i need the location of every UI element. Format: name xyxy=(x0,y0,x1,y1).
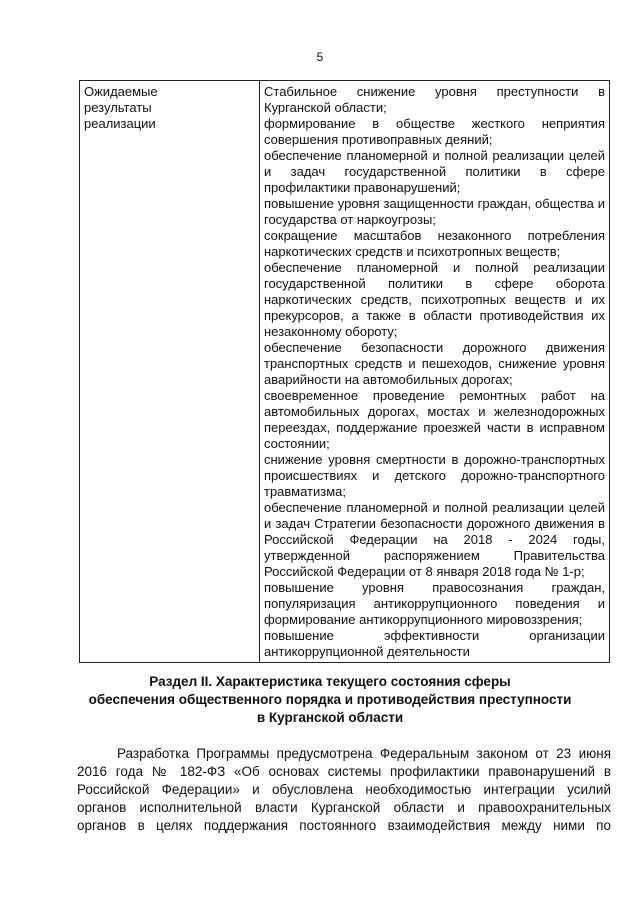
result-item: снижение уровня смертности в дорожно-транспортных происшествиях и детского дорожно-транспортного травматизма; xyxy=(264,452,605,499)
result-item: своевременное проведение ремонтных работ на автомобильных дорогах, мостах и железнодорожных переездах, поддержание проезжей части в исправном состоянии; xyxy=(264,388,605,451)
label-line: реализации xyxy=(84,116,156,131)
result-item: обеспечение планомерной и полной реализации целей и задач Стратегии безопасности дорожного движения в Российской Федерации на 2018 - 2024 годы, утвержденной распоряжением Правительства Российской Федерации от 8 января 2018 года № 1-р; xyxy=(264,500,605,579)
result-item: повышение уровня защищенности граждан, общества и государства от наркоугрозы; xyxy=(264,196,605,227)
result-item: обеспечение безопасности дорожного движения транспортных средств и пешеходов, снижение уровня аварийности на автомобильных дорогах; xyxy=(264,340,605,387)
paragraph-line: 2016 года № 182-ФЗ «Об основах системы профилактики правонарушений в xyxy=(77,764,611,779)
body-paragraph xyxy=(77,745,611,835)
result-item: Стабильное снижение уровня преступности в Курганской области; xyxy=(264,84,605,115)
paragraph-line: органов исполнительной власти Курганской области и правоохранительных xyxy=(77,800,611,815)
result-item: формирование в обществе жесткого неприятия совершения противоправных деяний; xyxy=(264,116,605,147)
result-item: обеспечение планомерной и полной реализации государственной политики в сфере оборота наркотических средств, психотропных веществ и их прекурсоров, а также в области противодействия их незаконному обороту; xyxy=(264,260,605,339)
paragraph-line: Российской Федерации» и обусловлена необходимостью интеграции усилий xyxy=(77,782,611,797)
heading-line: в Курганской области xyxy=(256,710,404,725)
section-heading xyxy=(60,673,600,727)
expected-results-table xyxy=(79,80,610,663)
paragraph-line: органов в целях поддержания постоянного взаимодействия между ними по xyxy=(77,818,611,833)
heading-line: обеспечения общественного порядка и противодействия преступности xyxy=(88,692,572,707)
label-line: результаты xyxy=(84,100,152,115)
heading-line: Раздел II. Характеристика текущего состояния сферы xyxy=(149,674,511,689)
result-item: сокращение масштабов незаконного потребления наркотических средств и психотропных веществ; xyxy=(264,228,605,259)
result-item: повышение уровня правосознания граждан, популяризация антикоррупционного поведения и формирование антикоррупционного мировоззрения; xyxy=(264,580,605,627)
paragraph-line: Разработка Программы предусмотрена Федеральным законом от 23 июня xyxy=(117,746,611,761)
page-number: 5 xyxy=(316,50,324,64)
table-label-cell xyxy=(80,81,260,662)
result-item: обеспечение планомерной и полной реализации целей и задач государственной политики в сфере профилактики правонарушений; xyxy=(264,148,605,195)
table-content-cell xyxy=(260,81,609,662)
result-item: повышение эффективности организации антикоррупционной деятельности xyxy=(264,628,605,659)
label-line: Ожидаемые xyxy=(84,84,158,99)
